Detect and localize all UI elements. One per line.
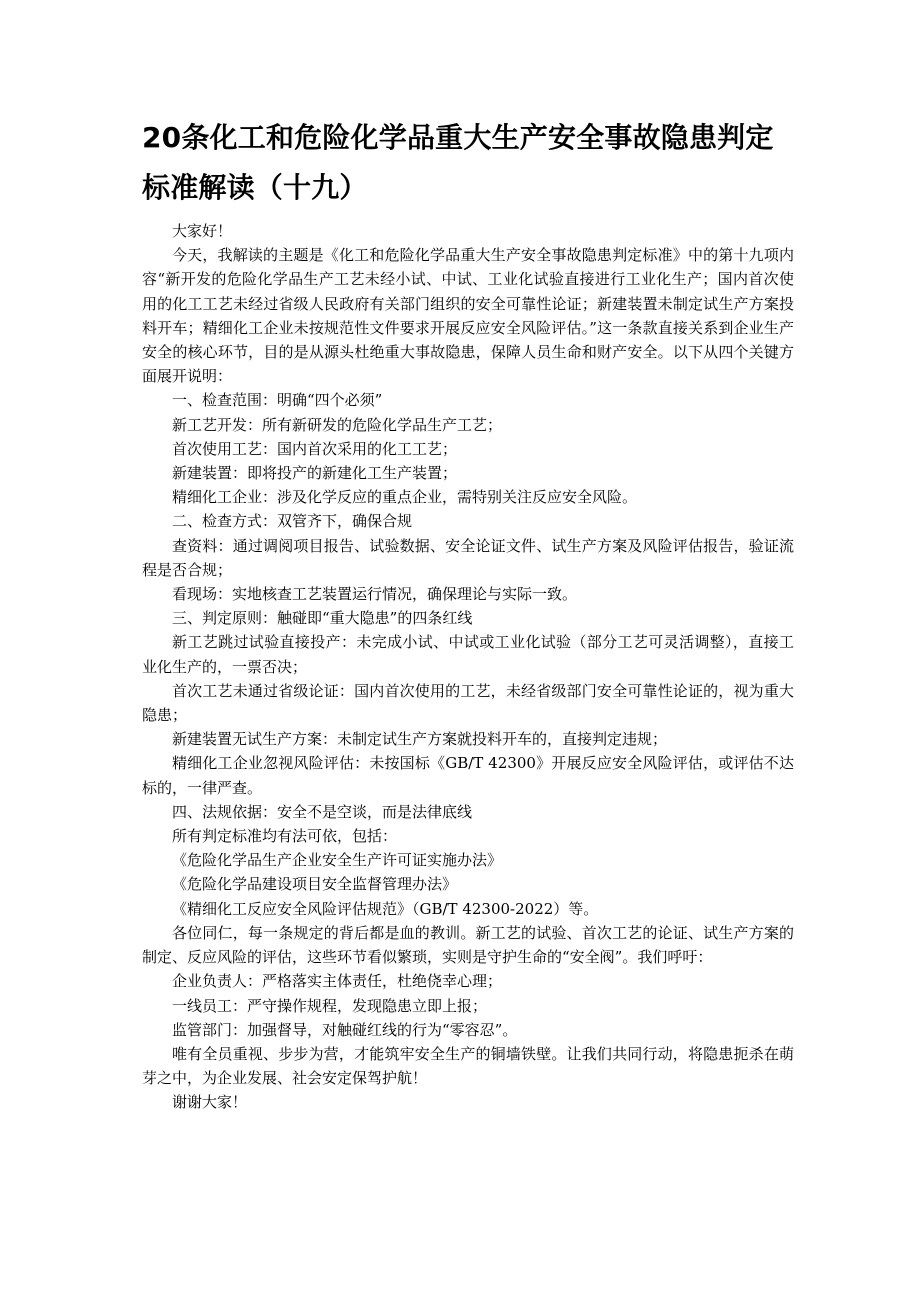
regulation-item: 《危险化学品建设项目安全监督管理办法》: [172, 875, 458, 894]
section-heading-regulation: 四、法规依据：安全不是空谈，而是法律底线: [172, 802, 473, 821]
regulation-item: 《危险化学品生产企业安全生产许可证实施办法》: [172, 851, 503, 870]
closing-paragraph: 唯有全员重视、步步为营，才能筑牢安全生产的铜墙铁壁。让我们共同行动，将隐患扼杀在萌芽之中，为企业发展、社会安定保驾护航！: [142, 1044, 794, 1088]
list-item: 新建装置：即将投产的新建化工生产装置；: [172, 464, 458, 483]
regulation-item: 《精细化工反应安全风险评估规范》（GB/T 42300-2022）等。: [172, 899, 599, 918]
list-item: 新建装置无试生产方案：未制定试生产方案就投料开车的，直接判定违规；: [172, 730, 668, 749]
section-heading-scope: 一、检查范围：明确“四个必须”: [172, 391, 383, 410]
list-item: 新工艺开发：所有新研发的危险化学品生产工艺；: [172, 415, 503, 434]
document-body: [142, 219, 794, 1115]
document-title: [142, 113, 794, 213]
body-paragraph: 所有判定标准均有法可依，包括：: [172, 827, 398, 846]
title-line-2: 标准解读（十九）: [142, 171, 368, 204]
appeal-paragraph: 各位同仁，每一条规定的背后都是血的教训。新工艺的试验、首次工艺的论证、试生产方案的制定、反应风险的评估，这些环节看似繁琐，实则是守护生命的“安全阀”。我们呼吁：: [142, 923, 794, 967]
thanks-paragraph: 谢谢大家！: [172, 1093, 248, 1112]
section-heading-principle: 三、判定原则：触碰即“重大隐患”的四条红线: [172, 609, 473, 628]
intro-paragraph: 今天，我解读的主题是《化工和危险化学品重大生产安全事故隐患判定标准》中的第十九项内容“新开发的危险化学品生产工艺未经小试、中试、工业化试验直接进行工业化生产；国内首次使用的化工工艺未经过省级人民政府有关部门组织的安全可靠性论证；新建装置未制定试生产方案投料开车；精细化工企业未按规范性文件要求开展反应安全风险评估。”这一条款直接关系到企业生产安全的核心环节，目的是从源头杜绝重大事故隐患，保障人员生命和财产安全。以下从四个关键方面展开说明：: [142, 246, 794, 386]
list-item: 精细化工企业：涉及化学反应的重点企业，需特别关注反应安全风险。: [172, 488, 638, 507]
list-item: 一线员工：严守操作规程，发现隐患立即上报；: [172, 996, 488, 1015]
list-item: 监管部门：加强督导，对触碰红线的行为“零容忍”。: [172, 1020, 518, 1039]
greeting-paragraph: 大家好！: [172, 222, 233, 240]
title-line-1: 20条化工和危险化学品重大生产安全事故隐患判定: [142, 121, 774, 154]
list-item: 首次工艺未通过省级论证：国内首次使用的工艺，未经省级部门安全可靠性论证的，视为重大隐患；: [142, 681, 794, 725]
section-heading-method: 二、检查方式：双管齐下，确保合规: [172, 512, 413, 531]
document-page: [142, 113, 794, 1115]
list-item: 精细化工企业忽视风险评估：未按国标《GB/T 42300》开展反应安全风险评估，或评估不达标的，一律严查。: [142, 754, 794, 797]
list-item: 首次使用工艺：国内首次采用的化工工艺；: [172, 439, 458, 458]
list-item: 看现场：实地核查工艺装置运行情况，确保理论与实际一致。: [172, 585, 578, 604]
list-item: 企业负责人：严格落实主体责任，杜绝侥幸心理；: [172, 972, 503, 991]
list-item: 查资料：通过调阅项目报告、试验数据、安全论证文件、试生产方案及风险评估报告，验证流程是否合规；: [142, 536, 794, 579]
list-item: 新工艺跳过试验直接投产：未完成小试、中试或工业化试验（部分工艺可灵活调整），直接工业化生产的，一票否决；: [142, 633, 794, 676]
